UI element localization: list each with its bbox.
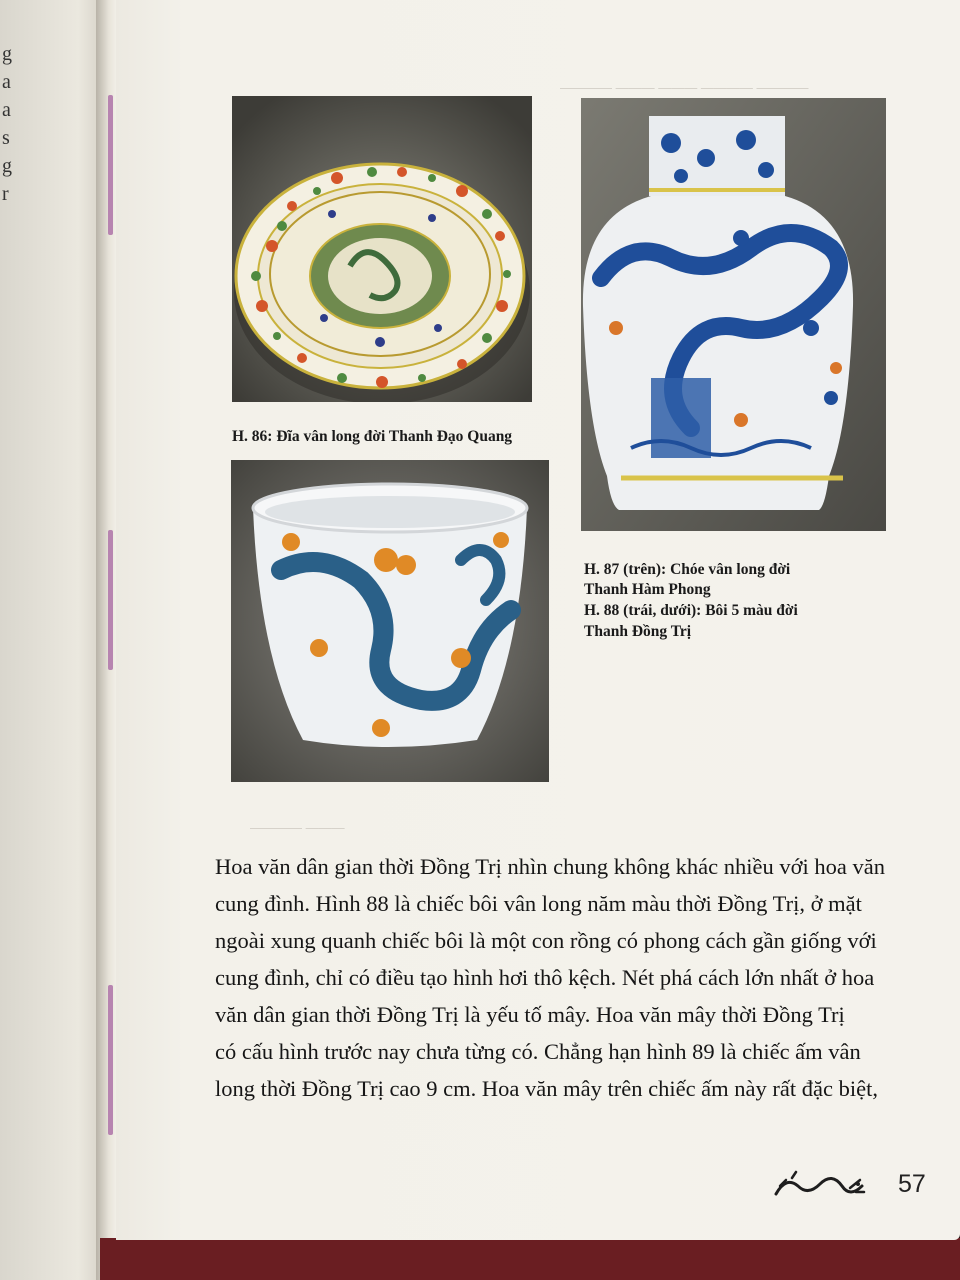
dragon-icon — [772, 1168, 868, 1213]
figure-caption-h87-line1: H. 87 (trên): Chóe vân long đời — [584, 561, 791, 578]
left-letter: a — [2, 99, 11, 121]
body-line: Hoa văn dân gian thời Đồng Trị nhìn chung không khác nhiều với hoa văn — [215, 854, 885, 879]
body-line: có cấu hình trước nay chưa từng có. Chẳng hạn hình 89 là chiếc ấm vân — [215, 1039, 861, 1064]
book-edge — [100, 1238, 960, 1280]
figure-caption-h88-line1: H. 88 (trái, dưới): Bôi 5 màu đời — [584, 602, 798, 619]
left-letter: g — [2, 155, 12, 177]
figure-caption-h88-line2: Thanh Đồng Trị — [584, 623, 692, 640]
left-letter: g — [2, 43, 12, 65]
body-line: ngoài xung quanh chiếc bôi là một con rồng có phong cách gần giống với — [215, 928, 877, 953]
figure-caption-h86: H. 86: Đĩa vân long đời Thanh Đạo Quang — [232, 428, 513, 445]
show-through: ———— ——— — [250, 820, 345, 835]
book-binding — [96, 0, 118, 1280]
bowl-photo — [231, 460, 549, 782]
body-line: long thời Đồng Trị cao 9 cm. Hoa văn mây trên chiếc ấm này rất đặc biệt, — [215, 1076, 878, 1101]
vase-photo — [581, 98, 886, 531]
binding-stitch — [108, 95, 113, 235]
left-page-letters — [2, 40, 16, 208]
show-through: ———— ——— ——— ———— ———— — [560, 80, 809, 95]
figure-caption-h87-line2: Thanh Hàm Phong — [584, 581, 711, 598]
body-line: văn dân gian thời Đồng Trị là yếu tố mây. Hoa văn mây thời Đồng Trị — [215, 1002, 845, 1027]
left-letter: s — [2, 127, 10, 149]
body-line: cung đình. Hình 88 là chiếc bôi vân long năm màu thời Đồng Trị, ở mặt — [215, 891, 862, 916]
body-line: cung đình, chỉ có điều tạo hình hơi thô kệch. Nét phá cách lớn nhất ở hoa — [215, 965, 875, 990]
left-letter: a — [2, 71, 11, 93]
left-letter: r — [2, 183, 9, 205]
plate-photo — [232, 96, 532, 402]
page-number: 57 — [898, 1170, 926, 1198]
body-paragraph — [215, 848, 935, 1107]
binding-stitch — [108, 530, 113, 670]
binding-stitch — [108, 985, 113, 1135]
